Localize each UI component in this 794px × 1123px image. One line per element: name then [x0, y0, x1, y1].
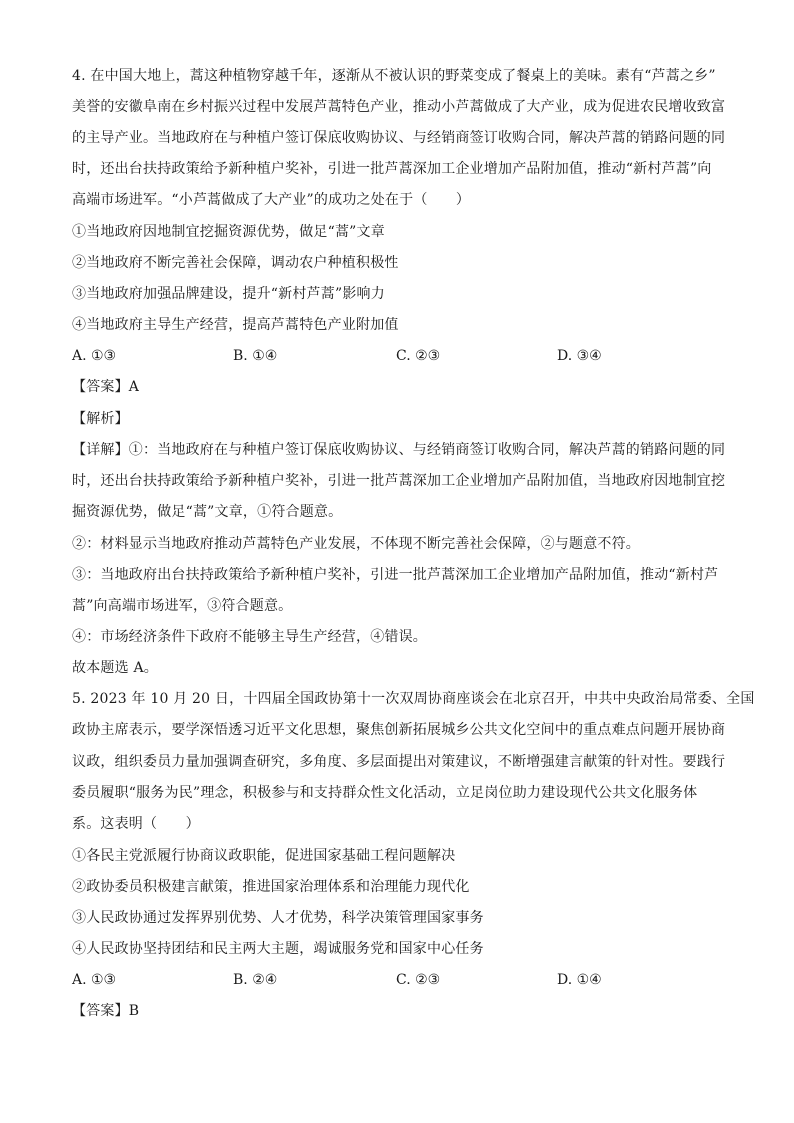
q4-statement-3: ③当地政府加强品牌建设，提升“新村芦蒿”影响力 [72, 286, 385, 302]
q4-analysis-line-1: 【详解】①：当地政府在与种植户签订保底收购协议、与经销商签订收购合同，解决芦蒿的销路问题的同 [72, 442, 726, 458]
q5-statement-1: ①各民主党派履行协商议政职能，促进国家基础工程问题解决 [72, 848, 456, 864]
q5-option-d: D. ①④ [557, 972, 602, 988]
q4-option-b: B. ①④ [233, 348, 278, 364]
q4-stem-line-1: 4. 在中国大地上，蒿这种植物穿越千年，逐渐从不被认识的野菜变成了餐桌上的美味。素有“芦蒿之乡” [72, 68, 716, 84]
q4-stem-line-4: 时，还出台扶持政策给予新种植户奖补，引进一批芦蒿深加工企业增加产品附加值，推动“新村芦蒿”向 [72, 161, 712, 177]
q4-option-d: D. ③④ [557, 348, 602, 364]
q5-option-c: C. ②③ [396, 972, 441, 988]
q5-statement-2: ②政协委员积极建言献策，推进国家治理体系和治理能力现代化 [72, 879, 470, 895]
q5-statement-3: ③人民政协通过发挥界别优势、人才优势，科学决策管理国家事务 [72, 910, 484, 926]
q5-statement-4: ④人民政协坚持团结和民主两大主题，竭诚服务党和国家中心任务 [72, 941, 484, 957]
q4-statement-2: ②当地政府不断完善社会保障，调动农户种植积极性 [72, 255, 399, 271]
q4-analysis-line-8: 故本题选 A。 [72, 660, 158, 676]
q4-stem-line-2: 美誉的安徽阜南在乡村振兴过程中发展芦蒿特色产业，推动小芦蒿做成了大产业，成为促进农民增收致富 [72, 99, 726, 115]
q5-stem-line-4: 委员履职“服务为民”理念，积极参与和支持群众性文化活动，立足岗位助力建设现代公共文化服务体 [72, 785, 698, 801]
q5-stem-line-3: 议政，组织委员力量加强调查研究，多角度、多层面提出对策建议，不断增强建言献策的针对性。要践行 [72, 754, 726, 770]
q4-analysis-line-6: 蒿”向高端市场进军，③符合题意。 [72, 598, 293, 614]
q4-analysis-line-2: 时，还出台扶持政策给予新种植户奖补，引进一批芦蒿深加工企业增加产品附加值，当地政府因地制宜挖 [72, 473, 726, 489]
q5-stem-line-5: 系。这表明（ ） [72, 816, 200, 832]
q4-stem-line-5: 高端市场进军。“小芦蒿做成了大产业”的成功之处在于（ ） [72, 192, 471, 208]
q5-stem-line-1: 5. 2023 年 10 月 20 日，十四届全国政协第十一次双周协商座谈会在北京召开，中共中央政治局常委、全国 [72, 691, 755, 707]
q5-option-a: A. ①③ [72, 972, 117, 988]
q4-analysis-line-3: 掘资源优势，做足“蒿”文章，①符合题意。 [72, 504, 343, 520]
q4-option-c: C. ②③ [396, 348, 441, 364]
q5-stem-line-2: 政协主席表示，要学深悟透习近平文化思想，聚焦创新拓展城乡公共文化空间中的重点难点问题开展协商 [72, 722, 726, 738]
q4-analysis-line-5: ③：当地政府出台扶持政策给予新种植户奖补，引进一批芦蒿深加工企业增加产品附加值，推动“新村芦 [72, 567, 719, 583]
q4-analysis-label: 【解析】 [72, 411, 129, 427]
q4-option-a: A. ①③ [72, 348, 117, 364]
q4-analysis-line-4: ②：材料显示当地政府推动芦蒿特色产业发展，不体现不断完善社会保障，②与题意不符。 [72, 536, 640, 552]
q4-statement-1: ①当地政府因地制宜挖掘资源优势，做足“蒿”文章 [72, 224, 385, 240]
q4-answer: 【答案】A [72, 379, 140, 395]
q4-stem-line-3: 的主导产业。当地政府在与种植户签订保底收购协议、与经销商签订收购合同，解决芦蒿的销路问题的同 [72, 130, 726, 146]
q5-option-b: B. ②④ [233, 972, 278, 988]
q5-answer: 【答案】B [72, 1003, 140, 1019]
q4-statement-4: ④当地政府主导生产经营，提高芦蒿特色产业附加值 [72, 317, 399, 333]
q4-analysis-line-7: ④：市场经济条件下政府不能够主导生产经营，④错误。 [72, 629, 427, 645]
